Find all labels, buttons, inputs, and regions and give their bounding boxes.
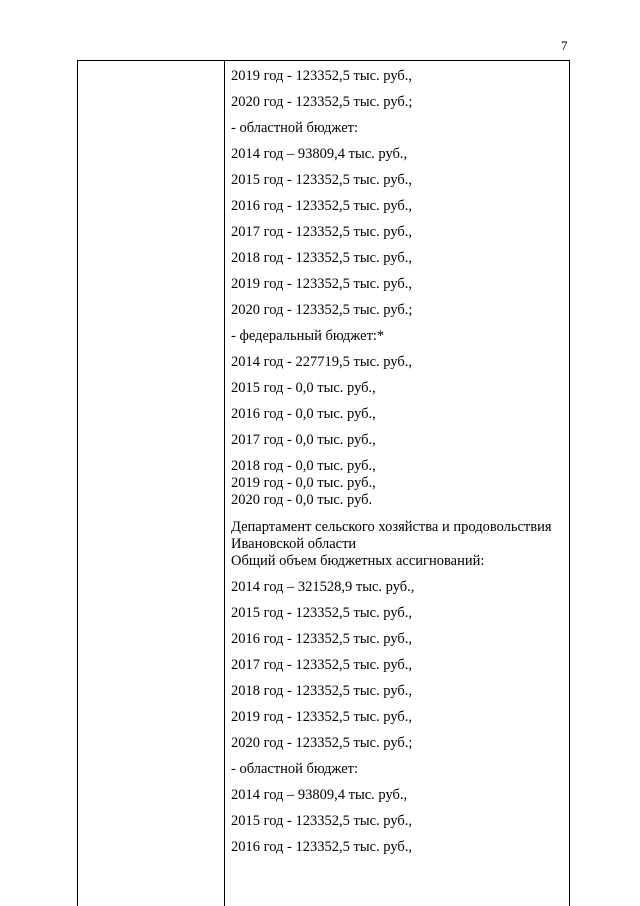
text-line: 2020 год - 0,0 тыс. руб. (231, 492, 373, 508)
text-line: 2014 год – 93809,4 тыс. руб., (231, 146, 408, 162)
text-line: 2019 год - 123352,5 тыс. руб., (231, 709, 413, 725)
text-line: 2019 год - 123352,5 тыс. руб., (231, 68, 413, 84)
text-line: 2017 год - 0,0 тыс. руб., (231, 432, 376, 448)
text-line: 2018 год - 0,0 тыс. руб., (231, 458, 376, 474)
text-line: 2015 год - 0,0 тыс. руб., (231, 380, 376, 396)
text-line: - областной бюджет: (231, 120, 359, 136)
table-column-divider (224, 61, 225, 906)
table-right-border (569, 61, 570, 906)
text-line: 2016 год - 123352,5 тыс. руб., (231, 198, 413, 214)
text-line: 2019 год - 0,0 тыс. руб., (231, 475, 376, 491)
table-left-border (77, 61, 78, 906)
text-line: - федеральный бюджет:* (231, 328, 385, 344)
text-line: 2016 год - 0,0 тыс. руб., (231, 406, 376, 422)
text-line: 2014 год - 227719,5 тыс. руб., (231, 354, 413, 370)
text-line: 2018 год - 123352,5 тыс. руб., (231, 683, 413, 699)
text-line: 2014 год – 321528,9 тыс. руб., (231, 579, 415, 595)
text-line: 2014 год – 93809,4 тыс. руб., (231, 787, 408, 803)
text-line: 2017 год - 123352,5 тыс. руб., (231, 657, 413, 673)
page-number: 7 (561, 38, 568, 53)
text-line: 2020 год - 123352,5 тыс. руб.; (231, 94, 413, 110)
text-line: - областной бюджет: (231, 761, 359, 777)
text-line: Общий объем бюджетных ассигнований: (231, 553, 485, 569)
text-line: 2015 год - 123352,5 тыс. руб., (231, 605, 413, 621)
text-line: 2015 год - 123352,5 тыс. руб., (231, 172, 413, 188)
text-line: 2016 год - 123352,5 тыс. руб., (231, 839, 413, 855)
text-line: 2019 год - 123352,5 тыс. руб., (231, 276, 413, 292)
budget-table (77, 60, 570, 906)
text-line: 2020 год - 123352,5 тыс. руб.; (231, 735, 413, 751)
text-line: 2016 год - 123352,5 тыс. руб., (231, 631, 413, 647)
text-line: 2015 год - 123352,5 тыс. руб., (231, 813, 413, 829)
text-line: Департамент сельского хозяйства и продовольствия (231, 519, 552, 535)
text-line: 2018 год - 123352,5 тыс. руб., (231, 250, 413, 266)
text-line: 2020 год - 123352,5 тыс. руб.; (231, 302, 413, 318)
text-line: 2017 год - 123352,5 тыс. руб., (231, 224, 413, 240)
text-line: Ивановской области (231, 536, 357, 552)
